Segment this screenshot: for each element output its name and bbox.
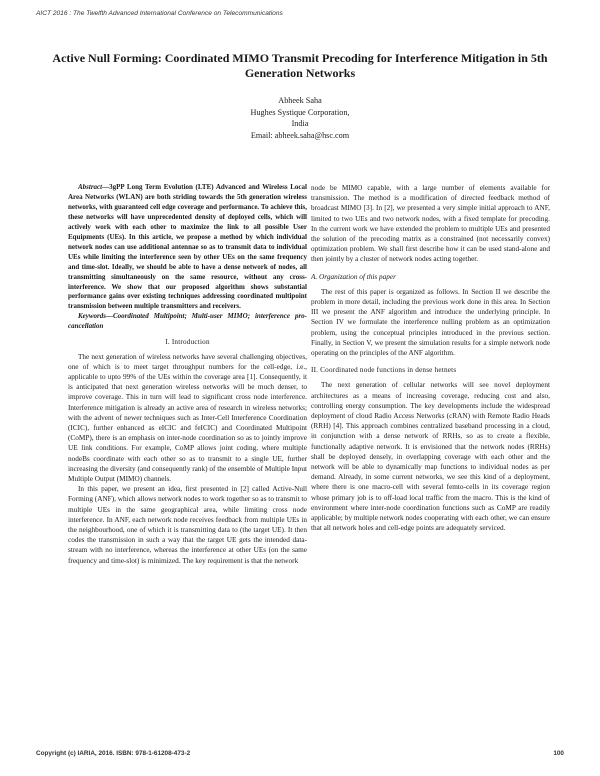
author-affiliation: Hughes Systique Corporation, [250,107,350,117]
author-country: India [291,119,309,128]
paper-title: Active Null Forming: Coordinated MIMO Transmit Precoding for Interference Mitigation in 5th Generation Networks [52,51,548,80]
intro-paragraph-1: The next generation of wireless networks have several challenging objectives, one of which is to meet target throughput numbers for the cell-edge, i.e., applicable to upto 99% of the UEs within the coverage area [1]. Consequently, it is anticipated that next generation wireless networks will be much denser, to improve coverage. This in turn will lead to significant cross node interference. Interference mitigation is already an active area of research in wireless networks; with the advent of newer techniques such as Inter-Cell Interference Coordination (ICIC), further enhanced as eICIC and feICIC) and Coordinated Multipoint (CoMP), there is an emphasis on inter-node coordination so as to jointly improve UE link conditions. For example, CoMP allows joint coding, where multiple nodeBs coordinate with each other so as to transmit to a single UE, further increasing the diversity (and consequently rank) of the ensemble of Multiple Input Multiple Output (MIMO) channels. [68,352,307,483]
section-heading-coordinated-node-functions: II. Coordinated node functions in dense hetnets [311,366,457,375]
page-footer [36,750,564,757]
author-name: Abheek Saha [278,96,322,105]
coordinated-node-paragraph: The next generation of cellular networks will see novel deployment architectures as a means of increasing coverage, reducing cost and also, controlling energy consumption. The key developments include the widespread deployment of cloud Radio Access Networks (cRAN) with Remote Radio Heads (RRH) [4]. This approach combines centralized baseband processing in a cloud, in conjunction with a dense network of RRHs, so as to create a flexible, functionally adaptive network. It is envisioned that the network nodes (RRHs) shall be deployed densely, in overlapping coverage with each other and the network will be able to dynamically map functions to individual nodes as per demand. Already, in some current networks, we see this kind of a deployment, where there is one macro-cell with several femto-cells in its coverage region whose primary job is to off-load local traffic from the macro. This is the kind of environment where inter-node coordination functions such as CoMP are readily applicable; by multiple network nodes cooperating with each other, we can ensure that all network holes and cell-edge points are adequately serviced. [311,381,550,533]
abstract-lead: Abstract [78,183,103,191]
author-block [150,95,450,141]
right-column [311,183,550,534]
intro-continued-paragraph: node be MIMO capable, with a large number of elements available for transmission. The method is a modification of directed feedback method of broadcast MIMO [3]. In [2], we presented a very simple initial approach to ANF, limited to two UEs and two network nodes, with a fixed template for precoding. In the current work we have extended the problem to multiple UEs and presented the solution of the precoding matrix as a constrained (not necessarily convex) optimization problem. We shall first describe how it can be used stand-alone and then jointly by a cluster of network nodes acting together. [311,184,550,264]
section-heading-introduction: I. Introduction [165,338,210,347]
organization-paragraph: The rest of this paper is organized as follows. In Section II we describe the problem in more detail, including the previous work done in this area. In Section III we present the ANF algorithm and introduce the underlying principle. In Section IV we formulate the interference nulling problem as an optimization problem, using the conceptual principles introduced in the previous section. Finally, in Section V, we present the simulation results for a simple network node operating on the principles of the ANF algorithm. [311,287,550,358]
author-email: Email: abheek.saha@hsc.com [250,130,350,140]
page-number: 100 [553,750,564,757]
footer-copyright: Copyright (c) IARIA, 2016. ISBN: 978-1-61208-473-2 [36,750,191,757]
intro-paragraph-2: In this paper, we present an idea, first presented in [2] called Active-Null Forming (ANF), which allows network nodes to work together so as to transmit to multiple UEs in the same geographical area, while limiting cross node interference. In ANF, each network node receives feedback from multiple UEs in the neighbourhood, one of which it is transmitting data to (the target UE). It then codes the transmission in such a way that the target UE gets the intended data-stream with no interference, whereas the interference at other UEs (on the same frequency and time-slot) is minimized. The key requirement is that the network [68,485,307,565]
subsection-heading-organization: A. Organization of this paper [311,272,396,281]
left-column [68,183,307,566]
keywords: Keywords—Coordinated Multipoint; Multi-user MIMO; interference pro-cancellation [68,312,307,331]
abstract [68,183,307,312]
running-head: AICT 2016 : The Twelfth Advanced International Conference on Telecommunications [36,10,283,17]
abstract-text: —3gPP Long Term Evolution (LTE) Advanced and Wireless Local Area Networks (WLAN) are both striding towards the 5th generation wireless networks, with guaranteed cell edge coverage and performance. To achieve this, these networks will have unprecedented density of deployed cells, which will actively work with each other to maximize the link to all possible User Equipments (UEs). In this article, we propose a method by which individual network nodes can use additional antennae so as to transmit data to individual UEs while limiting the interference seen by other UEs on the same frequency and time-slot. Ideally, we should be able to have a dense network of nodes, all transmitting simultaneously on the same resource, without any cross-interference. We show that our proposed algorithm shows substantial performance gains over existing techniques addressing coordinated multipoint transmission between multiple transmitters and receivers. [68,183,307,311]
